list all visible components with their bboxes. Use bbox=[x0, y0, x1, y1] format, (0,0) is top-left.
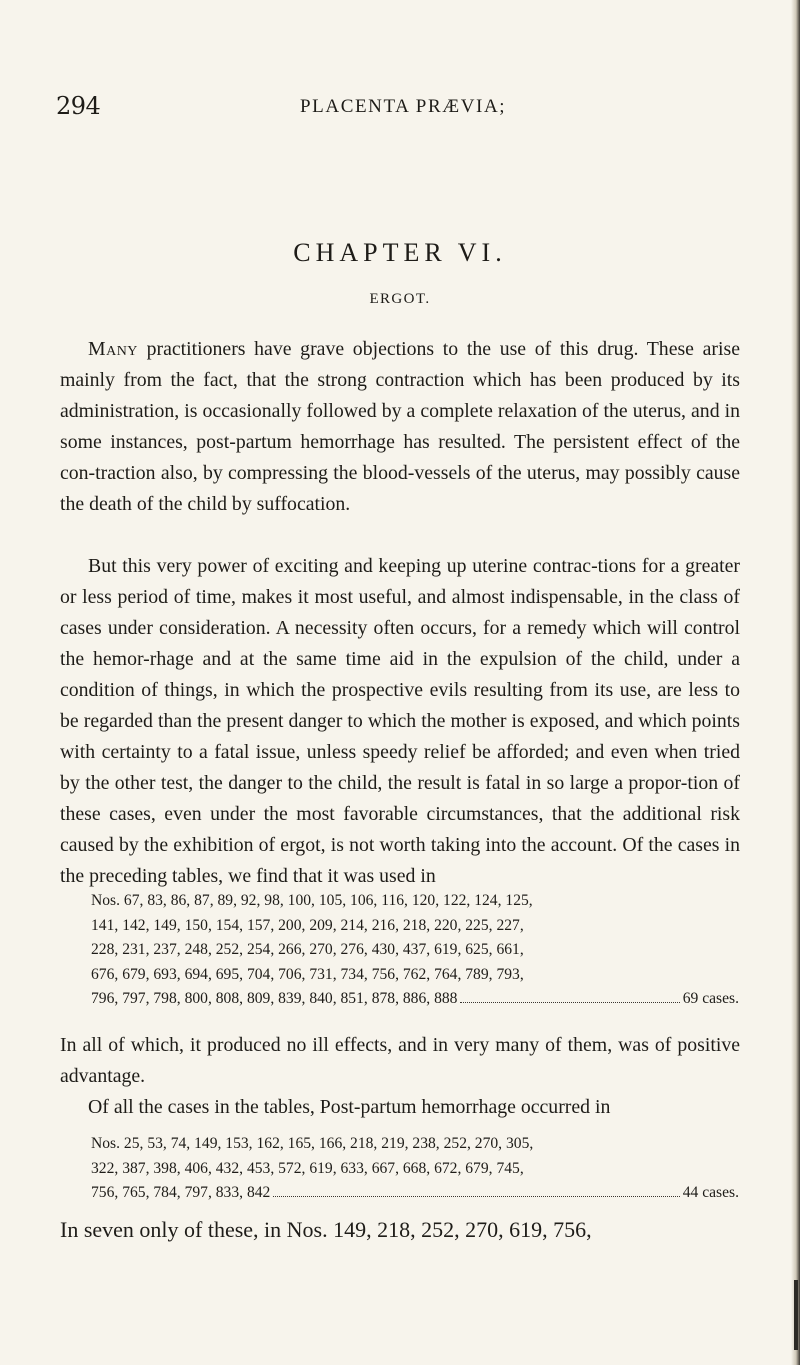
binding-mark bbox=[794, 1280, 798, 1350]
case-list-total-line bbox=[91, 1181, 739, 1206]
paragraph-5: In seven only of these, in Nos. 149, 218, 252, 270, 619, 756, bbox=[60, 1217, 592, 1242]
page-header bbox=[56, 92, 746, 132]
paragraph-4: Of all the cases in the tables, Post-partum hemorrhage occurred in bbox=[88, 1096, 611, 1118]
case-list-line: 322, 387, 398, 406, 432, 453, 572, 619, 633, 667, 668, 672, 679, 745, bbox=[91, 1159, 524, 1177]
paragraph-1-text: practitioners have grave objections to the use of this drug. These arise mainly from the fact, that the strong contraction which has been produced by its administration, is occasionally followed by a complete relaxation of the uterus, and in some instances, post-partum hemorrhage has resulted. The persistent effect of the con-traction also, by compressing the blood-vessels of the uterus, may possibly cause the death of the child by suffocation. bbox=[60, 338, 740, 515]
case-list-line: 756, 765, 784, 797, 833, 842 bbox=[91, 1184, 271, 1202]
case-list-total-line bbox=[91, 987, 739, 1012]
case-count: 44 cases. bbox=[682, 1184, 739, 1202]
page-number: 294 bbox=[56, 92, 101, 120]
paragraph-2: But this very power of exciting and keeping up uterine contrac-tions for a greater or less period of time, makes it most useful, and almost indispensable, in the class of cases under consideration. A necessity often occurs, for a remedy which will control the hemor-rhage and at the same time aid in the expulsion of the child, under a condition of things, in which the prospective evils resulting from its use, are less to be regarded than the present danger to which the mother is exposed, and which points with certainty to a fatal issue, unless speedy relief be afforded; and even when tried by the other test, the danger to the child, the result is fatal in so large a propor-tion of these cases, even under the most favorable circumstances, that the additional risk caused by the exhibition of ergot, is not worth taking into the account. Of the cases in the preceding tables, we find that it was used in bbox=[60, 555, 740, 887]
ergot-case-list bbox=[91, 889, 739, 1012]
case-count: 69 cases. bbox=[682, 990, 739, 1008]
dotted-leader bbox=[460, 1002, 679, 1003]
hemorrhage-case-list bbox=[91, 1132, 739, 1206]
page-edge-shadow bbox=[791, 0, 800, 1365]
paragraph-3: In all of which, it produced no ill effects, and in very many of them, was of positive advantage. bbox=[60, 1034, 740, 1087]
running-title: PLACENTA PRÆVIA; bbox=[300, 96, 507, 117]
case-list-line: 228, 231, 237, 248, 252, 254, 266, 270, 276, 430, 437, 619, 625, 661, bbox=[91, 941, 524, 959]
case-list-line: 676, 679, 693, 694, 695, 704, 706, 731, 734, 756, 762, 764, 789, 793, bbox=[91, 965, 524, 983]
case-list-line: Nos. 25, 53, 74, 149, 153, 162, 165, 166, 218, 219, 238, 252, 270, 305, bbox=[91, 1135, 534, 1152]
case-list-line: 796, 797, 798, 800, 808, 809, 839, 840, 851, 878, 886, 888 bbox=[91, 990, 458, 1008]
dotted-leader bbox=[273, 1196, 679, 1197]
case-list-line: 141, 142, 149, 150, 154, 157, 200, 209, 214, 216, 218, 220, 225, 227, bbox=[91, 916, 524, 934]
case-list-line: Nos. 67, 83, 86, 87, 89, 92, 98, 100, 105, 106, 116, 120, 122, 124, 125, bbox=[91, 892, 533, 909]
paragraph-1 bbox=[60, 334, 740, 520]
paragraph-1-first-word: Many bbox=[88, 338, 138, 360]
chapter-subtitle: ERGOT. bbox=[369, 291, 431, 307]
chapter-title: CHAPTER VI. bbox=[293, 238, 507, 267]
